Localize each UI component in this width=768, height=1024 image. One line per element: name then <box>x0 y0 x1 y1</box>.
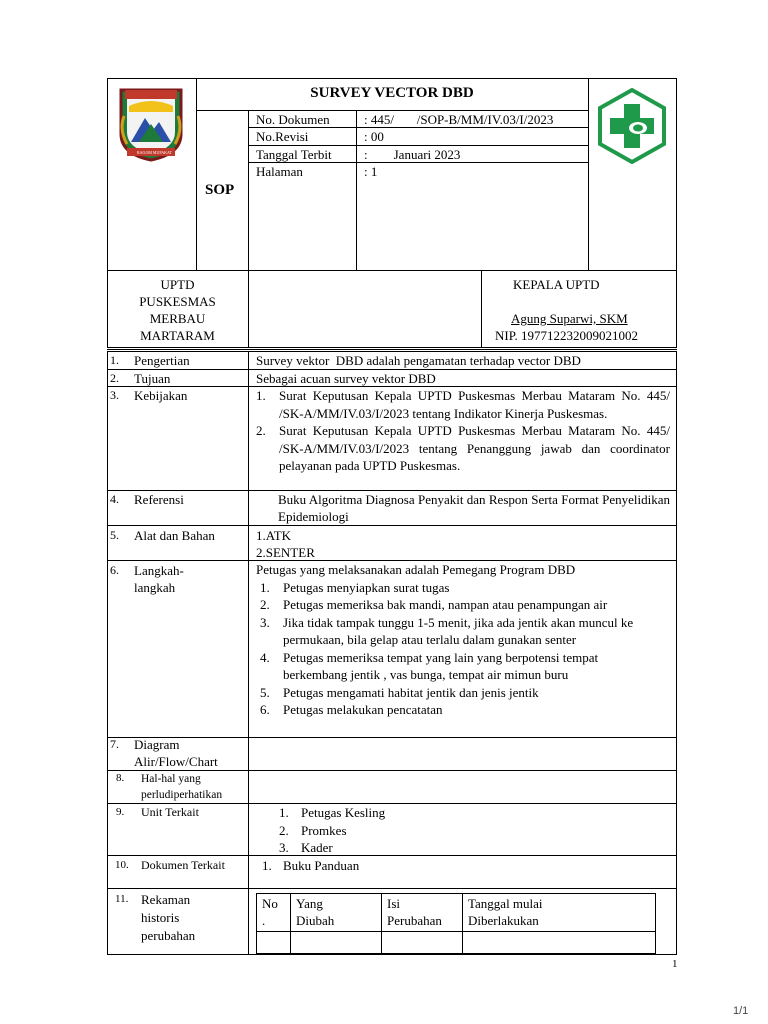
section-label: Alir/Flow/Chart <box>134 754 218 769</box>
list-item <box>262 857 359 875</box>
list-item <box>260 684 660 702</box>
section-number: 8. <box>116 772 125 784</box>
revision-history-table <box>256 893 656 954</box>
unit-list <box>279 804 385 857</box>
steps-list <box>260 579 660 719</box>
logo-caption-top: LAMPUNG SELATAN <box>134 84 173 89</box>
list-item <box>260 579 660 597</box>
section-number: 4. <box>110 492 119 506</box>
section-label: Kebijakan <box>134 388 188 403</box>
section-label: Unit Terkait <box>141 805 199 819</box>
head-title: KEPALA UPTD <box>513 277 600 292</box>
section-label: Dokumen Terkait <box>141 858 225 872</box>
section-label: Langkah- <box>134 563 184 578</box>
table-header: Tanggal mulai Diberlakukan <box>463 894 656 932</box>
section-label: perludiperhatikan <box>141 789 223 801</box>
head-name: Agung Suparwi, SKM <box>511 311 628 326</box>
list-text: Surat Keputusan Kepala UPTD Puskesmas Merbau Mataram No. 445/ /SK-A/MM/IV.03/I/2023 tentang Indikator Kinerja Puskesmas. <box>279 388 693 421</box>
list-text: Buku Panduan <box>283 858 360 873</box>
section-number: 9. <box>116 806 125 818</box>
section-number: 10. <box>115 859 129 871</box>
section-label: Tujuan <box>134 371 171 386</box>
list-text: Jika tidak tampak tunggu 1-5 menit, jika ada jentik akan muncul ke permukaan, bila gelap atau terlalu dalam gunakan senter <box>283 614 634 647</box>
list-number: 2. <box>260 597 270 612</box>
list-item <box>260 614 660 649</box>
list-item <box>260 701 660 719</box>
list-item <box>279 839 385 857</box>
section-number: 7. <box>110 737 119 751</box>
list-item <box>260 649 660 684</box>
list-text: Petugas mengamati habitat jentik dan jenis jentik <box>283 684 539 700</box>
list-number: 2. <box>279 822 289 838</box>
org-line: MERBAU <box>149 311 206 326</box>
tool-line: 2.SENTER <box>256 545 315 560</box>
table-header: Isi Perubahan <box>382 894 463 932</box>
section-label: perubahan <box>141 928 196 943</box>
list-number: 1. <box>279 805 289 820</box>
list-text: Kader <box>301 840 333 855</box>
puskesmas-cross-icon <box>594 88 670 164</box>
section-number: 6. <box>110 563 119 577</box>
list-number: 3. <box>279 840 289 855</box>
table-header: Yang Diubah <box>291 894 382 932</box>
field-value: : 00 <box>364 129 384 144</box>
section-text: Sebagai acuan survey vektor DBD <box>256 371 436 386</box>
list-item <box>256 422 700 475</box>
section-number: 2. <box>110 371 119 385</box>
section-text: Survey vektor DBD adalah pengamatan terhadap vector DBD <box>256 353 581 368</box>
table-cell <box>463 932 656 954</box>
field-value: : 445/ /SOP-B/MM/IV.03/I/2023 <box>364 112 554 127</box>
list-text: Surat Keputusan Kepala UPTD Puskesmas Merbau Mataram No. 445/ /SK-A/MM/IV.03/I/2023 tentang Penanggung jawab dan coordinator pelayanan pada UPTD Puskesmas. <box>279 423 700 473</box>
section-label: Hal-hal yang <box>141 773 201 785</box>
field-value: : 1 <box>364 164 378 179</box>
list-text: Petugas Kesling <box>301 805 386 820</box>
section-label: langkah <box>134 580 176 595</box>
list-item <box>260 596 660 614</box>
section-number: 11. <box>115 893 129 905</box>
page-count: 1/1 <box>733 1005 749 1017</box>
list-number: 1. <box>260 579 270 595</box>
list-text: Petugas memeriksa tempat yang lain yang berpotensi tempat berkembang jentik , vas bunga, tempat air mimun buru <box>283 649 599 682</box>
table-cell <box>291 932 382 954</box>
section-label: Alat dan Bahan <box>134 528 215 543</box>
table-header: No . <box>257 894 291 932</box>
section-label: historis <box>141 910 180 925</box>
list-number: 5. <box>260 684 270 700</box>
org-line: PUSKESMAS <box>139 294 216 309</box>
list-number: 1. <box>256 388 266 403</box>
field-label: Tanggal Terbit <box>256 147 332 162</box>
list-number: 4. <box>260 649 270 665</box>
list-text: Petugas memeriksa bak mandi, nampan atau penampungan air <box>283 597 608 612</box>
puskesmas-logo <box>594 88 670 164</box>
list-number: 1. <box>262 858 272 873</box>
section-label: Pengertian <box>134 353 190 368</box>
related-docs-list <box>262 857 359 875</box>
list-item <box>256 387 693 422</box>
section-label: Diagram <box>134 737 180 752</box>
list-text: Petugas menyiapkan surat tugas <box>283 579 450 595</box>
page-number: 1 <box>672 958 678 970</box>
table-cell <box>257 932 291 954</box>
section-label: Rekaman <box>141 892 191 907</box>
org-line: MARTARAM <box>140 328 215 343</box>
table-row <box>257 932 656 954</box>
section-number: 5. <box>110 528 119 542</box>
head-nip: NIP. 197712232009021002 <box>495 328 639 343</box>
section-text: Buku Algoritma Diagnosa Penyakit dan Respon Serta Format Penyelidikan Epidemiologi <box>278 492 670 524</box>
document-title: SURVEY VECTOR DBD <box>310 85 474 101</box>
section-number: 1. <box>110 353 119 367</box>
logo-caption-bottom: RAGOM MUFAKAT <box>137 150 172 155</box>
field-label: No.Revisi <box>256 129 309 144</box>
field-label: No. Dokumen <box>256 112 330 127</box>
list-item <box>279 804 385 822</box>
list-number: 3. <box>260 614 270 630</box>
list-item <box>279 822 385 840</box>
org-line: UPTD <box>160 277 195 292</box>
tool-line: 1.ATK <box>256 528 292 543</box>
sop-label: SOP <box>205 182 235 198</box>
list-number: 2. <box>256 423 266 438</box>
list-number: 6. <box>260 702 270 717</box>
sop-header <box>107 78 677 271</box>
list-text: Promkes <box>301 822 347 838</box>
field-value: : Januari 2023 <box>364 147 461 162</box>
steps-intro: Petugas yang melaksanakan adalah Pemegang Program DBD <box>256 562 576 577</box>
section-number: 3. <box>110 388 119 402</box>
policy-list <box>256 387 700 475</box>
list-text: Petugas melakukan pencatatan <box>283 702 443 717</box>
section-label: Referensi <box>134 492 184 507</box>
table-header-row <box>257 894 656 932</box>
field-label: Halaman <box>256 164 303 179</box>
table-cell <box>382 932 463 954</box>
